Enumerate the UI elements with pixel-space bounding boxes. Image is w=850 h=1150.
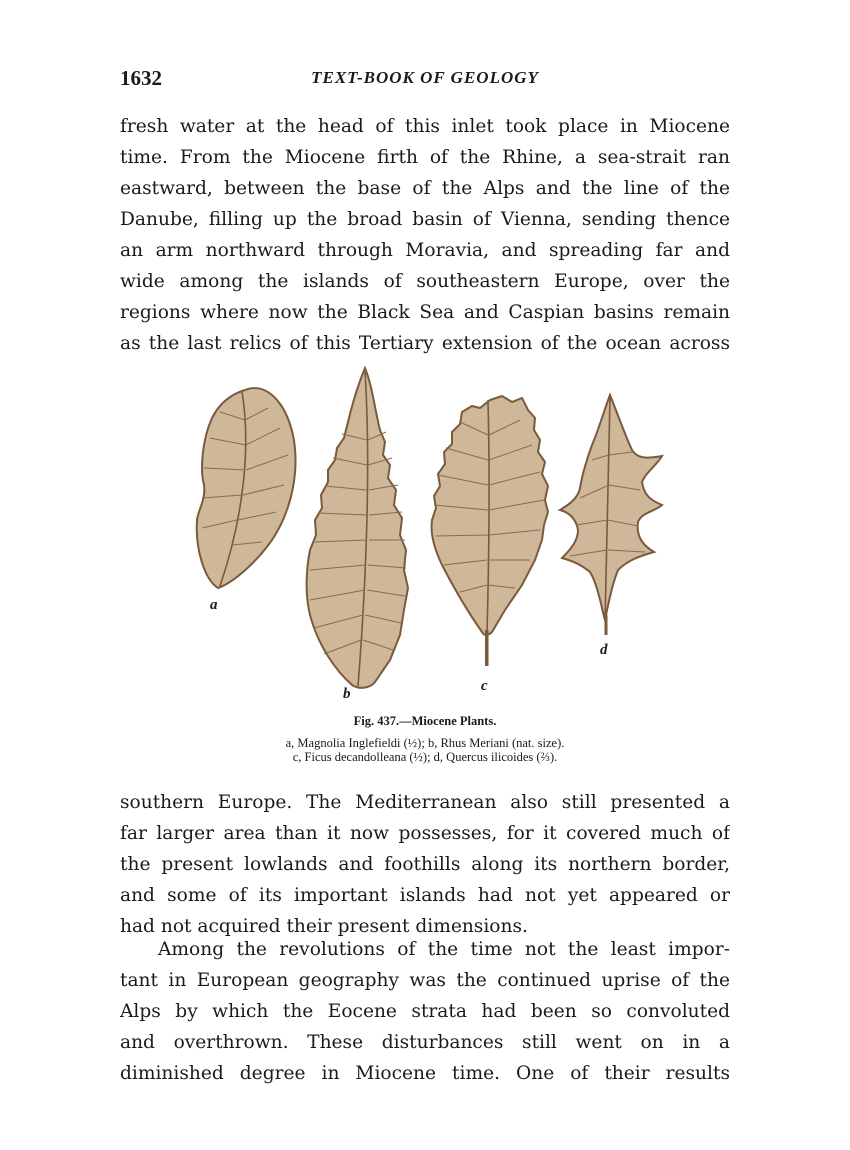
text-line: diminished degree in Miocene time. One of their results bbox=[120, 1063, 730, 1084]
figure-caption-line: c, Ficus decandolleana (½); d, Quercus ilicoides (⅔). bbox=[292, 750, 558, 764]
leaf-d-quercus bbox=[560, 395, 662, 635]
text-line: time. From the Miocene firth of the Rhine, a sea-strait ran bbox=[120, 147, 730, 168]
leaves-illustration bbox=[180, 360, 750, 700]
text-line: fresh water at the head of this inlet took place in Miocene bbox=[120, 116, 730, 137]
leaf-label-a: a bbox=[210, 597, 218, 613]
text-line: eastward, between the base of the Alps and the line of the bbox=[120, 178, 730, 199]
page-number: 1632 bbox=[120, 66, 162, 90]
text-line: southern Europe. The Mediterranean also still presented a bbox=[120, 792, 730, 813]
figure-miocene-plants bbox=[180, 360, 750, 700]
text-line: and overthrown. These disturbances still went on in a bbox=[120, 1032, 730, 1053]
page-header bbox=[120, 66, 730, 96]
paragraph-top bbox=[120, 111, 730, 359]
text-line: Among the revolutions of the time not the least impor- bbox=[158, 939, 730, 960]
figure-caption-line: a, Magnolia Inglefieldi (½); b, Rhus Meriani (nat. size). bbox=[285, 736, 565, 750]
text-line: Danube, filling up the broad basin of Vienna, sending thence bbox=[120, 209, 730, 230]
text-line: had not acquired their present dimensions. bbox=[120, 916, 528, 937]
paragraph-last bbox=[120, 934, 730, 1089]
leaf-c-ficus bbox=[432, 396, 548, 666]
text-line: an arm northward through Moravia, and spreading far and bbox=[120, 240, 730, 261]
leaf-label-c: c bbox=[481, 678, 488, 694]
text-line: the present lowlands and foothills along its northern border, bbox=[120, 854, 730, 875]
text-line: wide among the islands of southeastern Europe, over the bbox=[120, 271, 730, 292]
text-line: and some of its important islands had not yet appeared or bbox=[120, 885, 730, 906]
running-head: TEXT-BOOK OF GEOLOGY bbox=[311, 68, 539, 87]
text-line: far larger area than it now possesses, for it covered much of bbox=[120, 823, 730, 844]
text-line: Alps by which the Eocene strata had been so convoluted bbox=[120, 1001, 730, 1022]
leaf-a-magnolia bbox=[197, 388, 296, 588]
figure-caption-title: Fig. 437.—Miocene Plants. bbox=[353, 714, 497, 728]
text-line: regions where now the Black Sea and Caspian basins remain bbox=[120, 302, 730, 323]
paragraph-bottom bbox=[120, 787, 730, 942]
leaf-b-rhus bbox=[307, 368, 408, 688]
leaf-label-d: d bbox=[600, 642, 608, 658]
leaf-label-b: b bbox=[343, 686, 351, 702]
text-line: tant in European geography was the continued uprise of the bbox=[120, 970, 730, 991]
text-line: as the last relics of this Tertiary extension of the ocean across bbox=[120, 333, 730, 354]
